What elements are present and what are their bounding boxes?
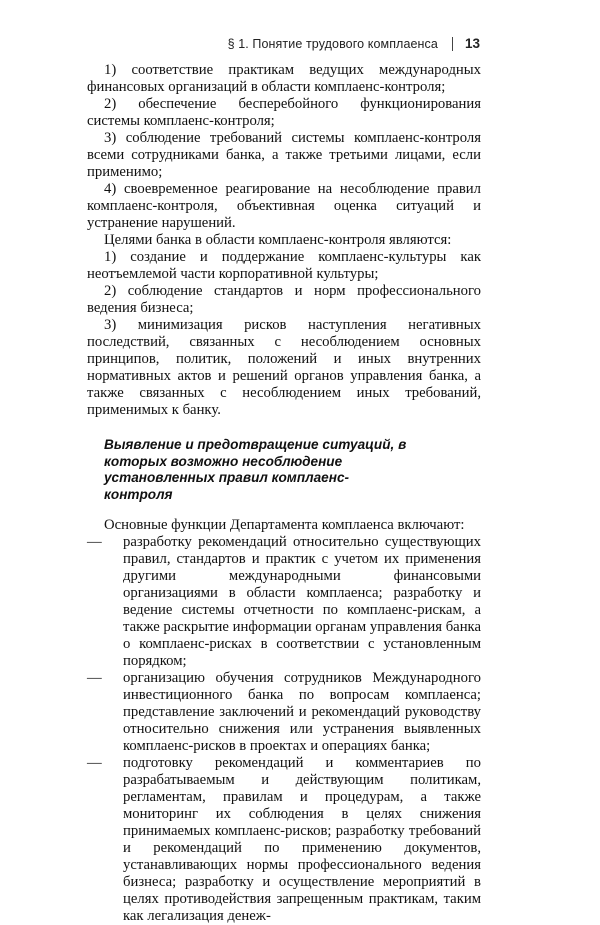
paragraph: 1) соответствие практикам ведущих международных финансовых организаций в области комплаенс-контроля; — [87, 62, 481, 95]
functions-list — [87, 534, 481, 925]
list-item-text: организацию обучения сотрудников Международного инвестиционного банка по вопросам комплаенса; представление заключений и рекомендаций руководству относительно снижения или устранения выявленных комплаенс-рисков в проектах и операциях банка; — [123, 670, 481, 754]
running-title: § 1. Понятие трудового комплаенса — [227, 36, 438, 51]
paragraph: 2) соблюдение стандартов и норм профессионального ведения бизнеса; — [87, 283, 481, 316]
dash-marker: — — [87, 534, 102, 550]
list-item-text: разработку рекомендаций относительно существующих правил, стандартов и практик с учетом их применения другими международными финансовыми организациями в области комплаенса; разработку и ведение системы отчетности по комплаенс-рискам, а также раскрытие информации органам управления банка о комплаенс-рисках в соответствии с установленным порядком; — [123, 534, 481, 669]
header-divider — [452, 37, 453, 51]
list-item — [87, 755, 481, 925]
page-header — [228, 36, 480, 51]
page-number: 13 — [464, 36, 480, 51]
list-item — [87, 670, 481, 755]
paragraph: 2) обеспечение бесперебойного функционирования системы комплаенс-контроля; — [87, 96, 481, 129]
section-heading: Выявление и предотвращение ситуаций, в которых возможно несоблюдение установленных правил комплаенс-контроля — [104, 437, 407, 502]
paragraph: 3) соблюдение требований системы комплаенс-контроля всеми сотрудниками банка, а также третьими лицами, если применимо; — [87, 130, 481, 180]
paragraph: 3) минимизация рисков наступления негативных последствий, связанных с несоблюдением основных принципов, политик, положений и иных внутренних нормативных актов и решений органов управления банка, а также связанных с несоблюдением иных требований, применимых к банку. — [87, 317, 481, 418]
paragraph: 1) создание и поддержание комплаенс-культуры как неотъемлемой части корпоративной культуры; — [87, 249, 481, 282]
dash-marker: — — [87, 755, 102, 771]
paragraph: Целями банка в области комплаенс-контроля являются: — [104, 232, 452, 248]
paragraph: 4) своевременное реагирование на несоблюдение правил комплаенс-контроля, объективная оценка ситуаций и устранение нарушений. — [87, 181, 481, 231]
list-intro: Основные функции Департамента комплаенса включают: — [104, 517, 465, 533]
list-item — [87, 534, 481, 670]
page-body — [87, 62, 481, 925]
dash-marker: — — [87, 670, 102, 686]
list-item-text: подготовку рекомендаций и комментариев по разрабатываемым и действующим политикам, регламентам, правилам и процедурам, а также мониторинг их соблюдения в целях снижения принимаемых комплаенс-рисков; разработку требований и рекомендаций по применению документов, устанавливающих нормы профессионального ведения бизнеса; разработку и осуществление мероприятий в целях противодействия запрещенным практикам, таким как легализация денеж- — [123, 755, 481, 924]
